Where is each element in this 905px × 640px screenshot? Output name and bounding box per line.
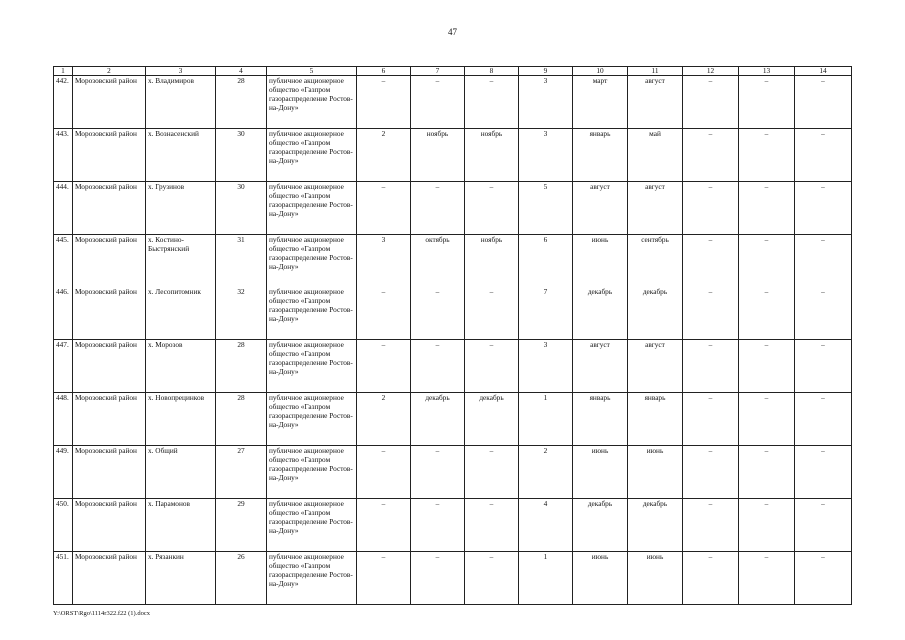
district-cell: Морозовский район [73, 340, 146, 393]
col11-cell: май [628, 129, 683, 182]
organization-cell: публичное акционерное общество «Газпром газораспределение Ростов-на-Дону» [267, 499, 357, 552]
col6-cell: – [357, 446, 411, 499]
col7-cell: – [411, 552, 465, 605]
organization-cell: публичное акционерное общество «Газпром газораспределение Ростов-на-Дону» [267, 552, 357, 605]
row-number: 445. [54, 235, 73, 288]
district-cell: Морозовский район [73, 182, 146, 235]
settlement-cell: х. Владимиров [146, 76, 216, 129]
col10-cell: декабрь [573, 499, 628, 552]
col7-cell: – [411, 182, 465, 235]
organization-cell: публичное акционерное общество «Газпром газораспределение Ростов-на-Дону» [267, 76, 357, 129]
settlement-cell: х. Парамонов [146, 499, 216, 552]
col13-cell: – [739, 446, 795, 499]
col14-cell: – [795, 76, 852, 129]
col14-cell: – [795, 235, 852, 288]
gas-schedule-table [53, 66, 852, 605]
col12-cell: – [683, 129, 739, 182]
row-number: 451. [54, 552, 73, 605]
col13-cell: – [739, 340, 795, 393]
col10-cell: декабрь [573, 287, 628, 340]
row-number: 444. [54, 182, 73, 235]
col13-cell: – [739, 182, 795, 235]
organization-cell: публичное акционерное общество «Газпром газораспределение Ростов-на-Дону» [267, 446, 357, 499]
col4-cell: 28 [216, 340, 267, 393]
col14-cell: – [795, 182, 852, 235]
col6-cell: – [357, 499, 411, 552]
column-header: 6 [357, 67, 411, 76]
column-header: 10 [573, 67, 628, 76]
col4-cell: 27 [216, 446, 267, 499]
district-cell: Морозовский район [73, 499, 146, 552]
column-header: 8 [465, 67, 519, 76]
col7-cell: – [411, 340, 465, 393]
col13-cell: – [739, 287, 795, 340]
col12-cell: – [683, 552, 739, 605]
district-cell: Морозовский район [73, 446, 146, 499]
col11-cell: август [628, 76, 683, 129]
row-number: 449. [54, 446, 73, 499]
row-number: 448. [54, 393, 73, 446]
col14-cell: – [795, 340, 852, 393]
table-row [54, 393, 852, 446]
organization-cell: публичное акционерное общество «Газпром газораспределение Ростов-на-Дону» [267, 129, 357, 182]
col6-cell: – [357, 182, 411, 235]
col7-cell: декабрь [411, 393, 465, 446]
col10-cell: июнь [573, 446, 628, 499]
col9-cell: 1 [519, 393, 573, 446]
col11-cell: декабрь [628, 499, 683, 552]
col12-cell: – [683, 182, 739, 235]
district-cell: Морозовский район [73, 76, 146, 129]
col8-cell: – [465, 287, 519, 340]
column-header: 14 [795, 67, 852, 76]
col14-cell: – [795, 552, 852, 605]
col9-cell: 6 [519, 235, 573, 288]
col8-cell: – [465, 182, 519, 235]
col9-cell: 3 [519, 76, 573, 129]
col6-cell: – [357, 76, 411, 129]
col9-cell: 3 [519, 340, 573, 393]
col8-cell: ноябрь [465, 129, 519, 182]
col11-cell: август [628, 182, 683, 235]
row-number: 442. [54, 76, 73, 129]
settlement-cell: х. Грузинов [146, 182, 216, 235]
col7-cell: октябрь [411, 235, 465, 288]
row-number: 446. [54, 287, 73, 340]
col4-cell: 31 [216, 235, 267, 288]
column-header: 1 [54, 67, 73, 76]
col13-cell: – [739, 552, 795, 605]
col14-cell: – [795, 287, 852, 340]
settlement-cell: х. Новопрецинков [146, 393, 216, 446]
col6-cell: 2 [357, 393, 411, 446]
organization-cell: публичное акционерное общество «Газпром газораспределение Ростов-на-Дону» [267, 393, 357, 446]
district-cell: Морозовский район [73, 287, 146, 340]
col10-cell: июнь [573, 552, 628, 605]
organization-cell: публичное акционерное общество «Газпром газораспределение Ростов-на-Дону» [267, 340, 357, 393]
col10-cell: август [573, 182, 628, 235]
col11-cell: июнь [628, 552, 683, 605]
settlement-cell: х. Вознасенский [146, 129, 216, 182]
col14-cell: – [795, 393, 852, 446]
table-row [54, 287, 852, 340]
settlement-cell: х. Общий [146, 446, 216, 499]
col10-cell: январь [573, 129, 628, 182]
row-number: 443. [54, 129, 73, 182]
col10-cell: март [573, 76, 628, 129]
settlement-cell: х. Костино-Быстрянский [146, 235, 216, 288]
column-header: 13 [739, 67, 795, 76]
table-row [54, 499, 852, 552]
table-row [54, 129, 852, 182]
col12-cell: – [683, 76, 739, 129]
col6-cell: 3 [357, 235, 411, 288]
col13-cell: – [739, 129, 795, 182]
col9-cell: 3 [519, 129, 573, 182]
row-number: 447. [54, 340, 73, 393]
col7-cell: ноябрь [411, 129, 465, 182]
col4-cell: 28 [216, 393, 267, 446]
organization-cell: публичное акционерное общество «Газпром газораспределение Ростов-на-Дону» [267, 235, 357, 288]
organization-cell: публичное акционерное общество «Газпром газораспределение Ростов-на-Дону» [267, 287, 357, 340]
settlement-cell: х. Лесопитомник [146, 287, 216, 340]
column-header: 11 [628, 67, 683, 76]
col9-cell: 1 [519, 552, 573, 605]
table-row [54, 340, 852, 393]
col6-cell: – [357, 287, 411, 340]
col11-cell: сентябрь [628, 235, 683, 288]
col4-cell: 30 [216, 182, 267, 235]
file-path-footer: Y:\ORST\Rgo\1114r322.f22 (1).docx [53, 610, 150, 617]
col8-cell: ноябрь [465, 235, 519, 288]
col12-cell: – [683, 446, 739, 499]
col7-cell: – [411, 287, 465, 340]
col6-cell: 2 [357, 129, 411, 182]
col10-cell: январь [573, 393, 628, 446]
organization-cell: публичное акционерное общество «Газпром газораспределение Ростов-на-Дону» [267, 182, 357, 235]
column-header: 3 [146, 67, 216, 76]
column-header: 9 [519, 67, 573, 76]
column-header: 7 [411, 67, 465, 76]
col12-cell: – [683, 235, 739, 288]
col4-cell: 30 [216, 129, 267, 182]
district-cell: Морозовский район [73, 552, 146, 605]
col14-cell: – [795, 499, 852, 552]
col10-cell: июнь [573, 235, 628, 288]
col9-cell: 4 [519, 499, 573, 552]
row-number: 450. [54, 499, 73, 552]
column-header: 5 [267, 67, 357, 76]
col4-cell: 32 [216, 287, 267, 340]
col9-cell: 2 [519, 446, 573, 499]
col12-cell: – [683, 287, 739, 340]
col4-cell: 26 [216, 552, 267, 605]
column-header: 12 [683, 67, 739, 76]
col13-cell: – [739, 76, 795, 129]
col11-cell: август [628, 340, 683, 393]
col11-cell: январь [628, 393, 683, 446]
col4-cell: 28 [216, 76, 267, 129]
district-cell: Морозовский район [73, 129, 146, 182]
col7-cell: – [411, 499, 465, 552]
col13-cell: – [739, 235, 795, 288]
table-row [54, 446, 852, 499]
col14-cell: – [795, 446, 852, 499]
page-number: 47 [448, 27, 457, 37]
table-row [54, 235, 852, 288]
col11-cell: декабрь [628, 287, 683, 340]
col8-cell: декабрь [465, 393, 519, 446]
table-row [54, 552, 852, 605]
col8-cell: – [465, 340, 519, 393]
col9-cell: 5 [519, 182, 573, 235]
col11-cell: июнь [628, 446, 683, 499]
col10-cell: август [573, 340, 628, 393]
settlement-cell: х. Морозов [146, 340, 216, 393]
col7-cell: – [411, 76, 465, 129]
col14-cell: – [795, 129, 852, 182]
col6-cell: – [357, 552, 411, 605]
district-cell: Морозовский район [73, 235, 146, 288]
col12-cell: – [683, 499, 739, 552]
col12-cell: – [683, 393, 739, 446]
col6-cell: – [357, 340, 411, 393]
col13-cell: – [739, 499, 795, 552]
district-cell: Морозовский район [73, 393, 146, 446]
settlement-cell: х. Рязанкин [146, 552, 216, 605]
col8-cell: – [465, 446, 519, 499]
column-header: 4 [216, 67, 267, 76]
col9-cell: 7 [519, 287, 573, 340]
table-row [54, 182, 852, 235]
col4-cell: 29 [216, 499, 267, 552]
col7-cell: – [411, 446, 465, 499]
table-header-row [54, 67, 852, 76]
col8-cell: – [465, 76, 519, 129]
col8-cell: – [465, 499, 519, 552]
table-row [54, 76, 852, 129]
col12-cell: – [683, 340, 739, 393]
column-header: 2 [73, 67, 146, 76]
col8-cell: – [465, 552, 519, 605]
col13-cell: – [739, 393, 795, 446]
